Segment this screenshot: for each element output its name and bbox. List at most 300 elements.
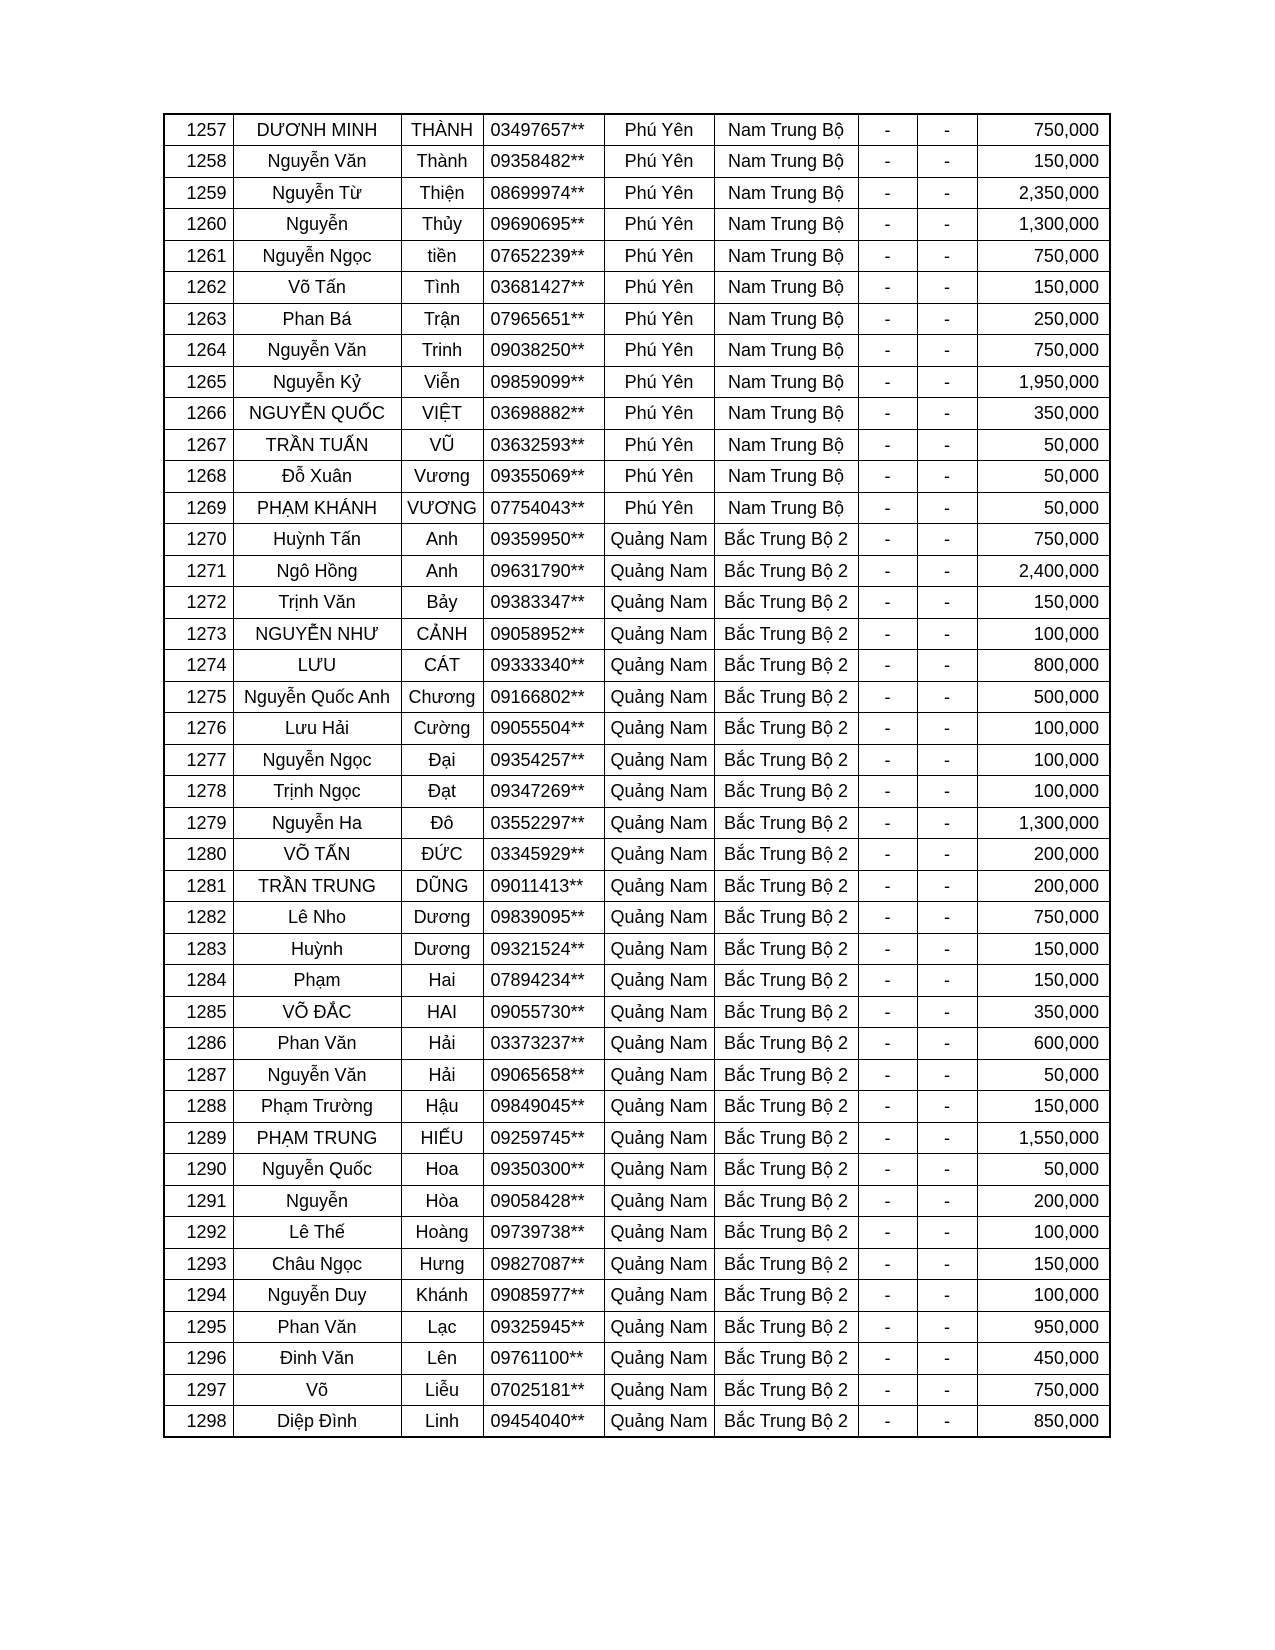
region: Bắc Trung Bộ 2 <box>714 807 858 839</box>
row-number: 1275 <box>164 681 233 713</box>
dash-cell-2: - <box>917 902 977 934</box>
region: Bắc Trung Bộ 2 <box>714 1280 858 1312</box>
dash-cell-1: - <box>858 461 917 493</box>
phone-number: 08699974** <box>483 177 604 209</box>
region: Bắc Trung Bộ 2 <box>714 1374 858 1406</box>
row-number: 1270 <box>164 524 233 556</box>
family-name: Nguyễn <box>233 209 401 241</box>
table-row <box>164 650 1110 682</box>
table-row <box>164 776 1110 808</box>
phone-number: 09321524** <box>483 933 604 965</box>
family-name: Đinh Văn <box>233 1343 401 1375</box>
dash-cell-2: - <box>917 1311 977 1343</box>
province: Quảng Nam <box>604 776 714 808</box>
dash-cell-2: - <box>917 713 977 745</box>
region: Nam Trung Bộ <box>714 366 858 398</box>
amount: 750,000 <box>977 902 1110 934</box>
dash-cell-1: - <box>858 870 917 902</box>
given-name: Liễu <box>401 1374 483 1406</box>
region: Bắc Trung Bộ 2 <box>714 996 858 1028</box>
family-name: Phan Văn <box>233 1028 401 1060</box>
table-row <box>164 492 1110 524</box>
dash-cell-2: - <box>917 1248 977 1280</box>
family-name: Nguyễn Ngọc <box>233 240 401 272</box>
region: Bắc Trung Bộ 2 <box>714 1185 858 1217</box>
family-name: Phan Bá <box>233 303 401 335</box>
row-number: 1295 <box>164 1311 233 1343</box>
row-number: 1259 <box>164 177 233 209</box>
given-name: Hải <box>401 1028 483 1060</box>
phone-number: 09359950** <box>483 524 604 556</box>
table-row <box>164 807 1110 839</box>
given-name: Viễn <box>401 366 483 398</box>
amount: 150,000 <box>977 1091 1110 1123</box>
given-name: VIỆT <box>401 398 483 430</box>
table-row <box>164 461 1110 493</box>
phone-number: 03345929** <box>483 839 604 871</box>
region: Bắc Trung Bộ 2 <box>714 776 858 808</box>
given-name: Hai <box>401 965 483 997</box>
region: Bắc Trung Bộ 2 <box>714 1311 858 1343</box>
region: Nam Trung Bộ <box>714 335 858 367</box>
amount: 1,300,000 <box>977 807 1110 839</box>
province: Quảng Nam <box>604 1059 714 1091</box>
given-name: ĐỨC <box>401 839 483 871</box>
phone-number: 09065658** <box>483 1059 604 1091</box>
province: Phú Yên <box>604 177 714 209</box>
dash-cell-1: - <box>858 1091 917 1123</box>
dash-cell-2: - <box>917 1154 977 1186</box>
row-number: 1281 <box>164 870 233 902</box>
table-row <box>164 272 1110 304</box>
row-number: 1298 <box>164 1406 233 1438</box>
family-name: Diệp Đình <box>233 1406 401 1438</box>
dash-cell-2: - <box>917 1406 977 1438</box>
region: Bắc Trung Bộ 2 <box>714 870 858 902</box>
row-number: 1291 <box>164 1185 233 1217</box>
family-name: Huỳnh <box>233 933 401 965</box>
phone-number: 09085977** <box>483 1280 604 1312</box>
dash-cell-1: - <box>858 303 917 335</box>
amount: 100,000 <box>977 618 1110 650</box>
amount: 150,000 <box>977 965 1110 997</box>
dash-cell-2: - <box>917 1091 977 1123</box>
row-number: 1278 <box>164 776 233 808</box>
province: Quảng Nam <box>604 933 714 965</box>
dash-cell-2: - <box>917 681 977 713</box>
dash-cell-1: - <box>858 681 917 713</box>
family-name: DƯƠNH MINH <box>233 114 401 146</box>
amount: 50,000 <box>977 429 1110 461</box>
given-name: Dương <box>401 902 483 934</box>
family-name: NGUYỄN NHƯ <box>233 618 401 650</box>
phone-number: 07965651** <box>483 303 604 335</box>
given-name: Thành <box>401 146 483 178</box>
phone-number: 09055504** <box>483 713 604 745</box>
table-row <box>164 996 1110 1028</box>
family-name: LƯU <box>233 650 401 682</box>
dash-cell-2: - <box>917 965 977 997</box>
family-name: Huỳnh Tấn <box>233 524 401 556</box>
dash-cell-2: - <box>917 240 977 272</box>
amount: 150,000 <box>977 933 1110 965</box>
given-name: Khánh <box>401 1280 483 1312</box>
table-row <box>164 681 1110 713</box>
dash-cell-1: - <box>858 1154 917 1186</box>
dash-cell-2: - <box>917 1059 977 1091</box>
phone-number: 09358482** <box>483 146 604 178</box>
given-name: Thủy <box>401 209 483 241</box>
province: Quảng Nam <box>604 807 714 839</box>
table-row <box>164 1217 1110 1249</box>
family-name: Nguyễn Duy <box>233 1280 401 1312</box>
province: Quảng Nam <box>604 1311 714 1343</box>
given-name: Chương <box>401 681 483 713</box>
dash-cell-1: - <box>858 965 917 997</box>
dash-cell-2: - <box>917 555 977 587</box>
amount: 450,000 <box>977 1343 1110 1375</box>
region: Bắc Trung Bộ 2 <box>714 524 858 556</box>
table-row <box>164 366 1110 398</box>
province: Quảng Nam <box>604 524 714 556</box>
table-row <box>164 587 1110 619</box>
province: Phú Yên <box>604 366 714 398</box>
dash-cell-2: - <box>917 177 977 209</box>
given-name: DŨNG <box>401 870 483 902</box>
province: Quảng Nam <box>604 681 714 713</box>
row-number: 1294 <box>164 1280 233 1312</box>
province: Quảng Nam <box>604 1248 714 1280</box>
family-name: Nguyễn Ha <box>233 807 401 839</box>
dash-cell-2: - <box>917 650 977 682</box>
dash-cell-1: - <box>858 524 917 556</box>
amount: 50,000 <box>977 1059 1110 1091</box>
phone-number: 09859099** <box>483 366 604 398</box>
given-name: Đại <box>401 744 483 776</box>
dash-cell-2: - <box>917 776 977 808</box>
given-name: Anh <box>401 555 483 587</box>
amount: 150,000 <box>977 1248 1110 1280</box>
family-name: Nguyễn Ngọc <box>233 744 401 776</box>
family-name: Nguyễn <box>233 1185 401 1217</box>
province: Quảng Nam <box>604 1091 714 1123</box>
dash-cell-1: - <box>858 1343 917 1375</box>
family-name: Nguyễn Quốc Anh <box>233 681 401 713</box>
phone-number: 09849045** <box>483 1091 604 1123</box>
table-row <box>164 1091 1110 1123</box>
row-number: 1268 <box>164 461 233 493</box>
amount: 200,000 <box>977 870 1110 902</box>
province: Quảng Nam <box>604 713 714 745</box>
phone-number: 09325945** <box>483 1311 604 1343</box>
table-row <box>164 839 1110 871</box>
amount: 950,000 <box>977 1311 1110 1343</box>
row-number: 1283 <box>164 933 233 965</box>
row-number: 1288 <box>164 1091 233 1123</box>
amount: 750,000 <box>977 1374 1110 1406</box>
row-number: 1261 <box>164 240 233 272</box>
row-number: 1266 <box>164 398 233 430</box>
given-name: Hưng <box>401 1248 483 1280</box>
given-name: Lên <box>401 1343 483 1375</box>
family-name: Phạm Trường <box>233 1091 401 1123</box>
table-row <box>164 744 1110 776</box>
phone-number: 09038250** <box>483 335 604 367</box>
table-row <box>164 1248 1110 1280</box>
dash-cell-1: - <box>858 1185 917 1217</box>
region: Bắc Trung Bộ 2 <box>714 1406 858 1438</box>
province: Phú Yên <box>604 240 714 272</box>
row-number: 1293 <box>164 1248 233 1280</box>
dash-cell-1: - <box>858 335 917 367</box>
dash-cell-1: - <box>858 272 917 304</box>
row-number: 1258 <box>164 146 233 178</box>
family-name: Nguyễn Văn <box>233 146 401 178</box>
region: Nam Trung Bộ <box>714 429 858 461</box>
dash-cell-1: - <box>858 1217 917 1249</box>
dash-cell-2: - <box>917 1028 977 1060</box>
region: Bắc Trung Bộ 2 <box>714 650 858 682</box>
family-name: VÕ TẤN <box>233 839 401 871</box>
dash-cell-2: - <box>917 492 977 524</box>
phone-number: 09333340** <box>483 650 604 682</box>
table-row <box>164 1311 1110 1343</box>
row-number: 1285 <box>164 996 233 1028</box>
dash-cell-1: - <box>858 996 917 1028</box>
dash-cell-2: - <box>917 870 977 902</box>
amount: 50,000 <box>977 1154 1110 1186</box>
row-number: 1282 <box>164 902 233 934</box>
amount: 150,000 <box>977 587 1110 619</box>
family-name: VÕ ĐẮC <box>233 996 401 1028</box>
province: Phú Yên <box>604 429 714 461</box>
table-row <box>164 555 1110 587</box>
dash-cell-1: - <box>858 744 917 776</box>
dash-cell-1: - <box>858 240 917 272</box>
given-name: Hoàng <box>401 1217 483 1249</box>
dash-cell-2: - <box>917 1280 977 1312</box>
region: Bắc Trung Bộ 2 <box>714 713 858 745</box>
province: Quảng Nam <box>604 618 714 650</box>
row-number: 1260 <box>164 209 233 241</box>
province: Phú Yên <box>604 114 714 146</box>
region: Nam Trung Bộ <box>714 177 858 209</box>
family-name: Võ Tấn <box>233 272 401 304</box>
dash-cell-2: - <box>917 839 977 871</box>
phone-number: 09761100** <box>483 1343 604 1375</box>
table-row <box>164 524 1110 556</box>
phone-number: 03497657** <box>483 114 604 146</box>
dash-cell-1: - <box>858 398 917 430</box>
region: Bắc Trung Bộ 2 <box>714 902 858 934</box>
dash-cell-2: - <box>917 146 977 178</box>
given-name: HAI <box>401 996 483 1028</box>
row-number: 1279 <box>164 807 233 839</box>
province: Quảng Nam <box>604 965 714 997</box>
dash-cell-1: - <box>858 1059 917 1091</box>
province: Quảng Nam <box>604 744 714 776</box>
family-name: Đỗ Xuân <box>233 461 401 493</box>
given-name: Đô <box>401 807 483 839</box>
dash-cell-2: - <box>917 618 977 650</box>
family-name: TRẦN TUẤN <box>233 429 401 461</box>
dash-cell-2: - <box>917 366 977 398</box>
phone-number: 09383347** <box>483 587 604 619</box>
dash-cell-2: - <box>917 209 977 241</box>
table-body <box>164 114 1110 1437</box>
given-name: Cường <box>401 713 483 745</box>
given-name: Bảy <box>401 587 483 619</box>
dash-cell-1: - <box>858 1122 917 1154</box>
dash-cell-2: - <box>917 524 977 556</box>
table-row <box>164 240 1110 272</box>
dash-cell-2: - <box>917 1374 977 1406</box>
given-name: Trận <box>401 303 483 335</box>
phone-number: 09355069** <box>483 461 604 493</box>
amount: 500,000 <box>977 681 1110 713</box>
phone-number: 07025181** <box>483 1374 604 1406</box>
table-row <box>164 1122 1110 1154</box>
amount: 1,550,000 <box>977 1122 1110 1154</box>
dash-cell-1: - <box>858 587 917 619</box>
amount: 2,350,000 <box>977 177 1110 209</box>
province: Quảng Nam <box>604 1280 714 1312</box>
amount: 100,000 <box>977 776 1110 808</box>
dash-cell-1: - <box>858 114 917 146</box>
dash-cell-1: - <box>858 933 917 965</box>
province: Phú Yên <box>604 335 714 367</box>
table-row <box>164 1406 1110 1438</box>
dash-cell-1: - <box>858 555 917 587</box>
row-number: 1277 <box>164 744 233 776</box>
amount: 100,000 <box>977 744 1110 776</box>
region: Bắc Trung Bộ 2 <box>714 587 858 619</box>
dash-cell-1: - <box>858 1311 917 1343</box>
amount: 200,000 <box>977 839 1110 871</box>
dash-cell-1: - <box>858 650 917 682</box>
family-name: Trịnh Ngọc <box>233 776 401 808</box>
province: Phú Yên <box>604 209 714 241</box>
region: Bắc Trung Bộ 2 <box>714 1217 858 1249</box>
amount: 350,000 <box>977 398 1110 430</box>
given-name: Trinh <box>401 335 483 367</box>
province: Quảng Nam <box>604 870 714 902</box>
phone-number: 09454040** <box>483 1406 604 1438</box>
row-number: 1265 <box>164 366 233 398</box>
table-row <box>164 114 1110 146</box>
row-number: 1269 <box>164 492 233 524</box>
row-number: 1280 <box>164 839 233 871</box>
table-row <box>164 429 1110 461</box>
dash-cell-1: - <box>858 1280 917 1312</box>
dash-cell-2: - <box>917 1185 977 1217</box>
row-number: 1296 <box>164 1343 233 1375</box>
province: Quảng Nam <box>604 1154 714 1186</box>
given-name: Anh <box>401 524 483 556</box>
given-name: Đạt <box>401 776 483 808</box>
family-name: Trịnh Văn <box>233 587 401 619</box>
dash-cell-2: - <box>917 1122 977 1154</box>
table-row <box>164 1028 1110 1060</box>
row-number: 1297 <box>164 1374 233 1406</box>
phone-number: 07652239** <box>483 240 604 272</box>
given-name: Hậu <box>401 1091 483 1123</box>
given-name: Linh <box>401 1406 483 1438</box>
row-number: 1272 <box>164 587 233 619</box>
row-number: 1263 <box>164 303 233 335</box>
region: Nam Trung Bộ <box>714 398 858 430</box>
region: Nam Trung Bộ <box>714 303 858 335</box>
family-name: Nguyễn Từ <box>233 177 401 209</box>
phone-number: 09839095** <box>483 902 604 934</box>
dash-cell-2: - <box>917 335 977 367</box>
dash-cell-1: - <box>858 146 917 178</box>
dash-cell-1: - <box>858 618 917 650</box>
table-row <box>164 933 1110 965</box>
region: Bắc Trung Bộ 2 <box>714 1028 858 1060</box>
table-row <box>164 965 1110 997</box>
given-name: CẢNH <box>401 618 483 650</box>
phone-number: 07754043** <box>483 492 604 524</box>
family-name: Phan Văn <box>233 1311 401 1343</box>
dash-cell-2: - <box>917 1343 977 1375</box>
province: Quảng Nam <box>604 1122 714 1154</box>
row-number: 1284 <box>164 965 233 997</box>
table-row <box>164 713 1110 745</box>
province: Quảng Nam <box>604 587 714 619</box>
phone-number: 09631790** <box>483 555 604 587</box>
region: Bắc Trung Bộ 2 <box>714 1091 858 1123</box>
donation-table <box>163 113 1111 1438</box>
phone-number: 03698882** <box>483 398 604 430</box>
family-name: Lê Thế <box>233 1217 401 1249</box>
table-row <box>164 870 1110 902</box>
region: Nam Trung Bộ <box>714 209 858 241</box>
phone-number: 09350300** <box>483 1154 604 1186</box>
given-name: Lạc <box>401 1311 483 1343</box>
row-number: 1274 <box>164 650 233 682</box>
province: Phú Yên <box>604 272 714 304</box>
family-name: Nguyễn Quốc <box>233 1154 401 1186</box>
dash-cell-1: - <box>858 713 917 745</box>
region: Nam Trung Bộ <box>714 240 858 272</box>
province: Quảng Nam <box>604 1028 714 1060</box>
province: Quảng Nam <box>604 650 714 682</box>
phone-number: 09354257** <box>483 744 604 776</box>
amount: 100,000 <box>977 713 1110 745</box>
region: Nam Trung Bộ <box>714 492 858 524</box>
family-name: Nguyễn Kỷ <box>233 366 401 398</box>
given-name: tiền <box>401 240 483 272</box>
dash-cell-2: - <box>917 429 977 461</box>
given-name: Hòa <box>401 1185 483 1217</box>
amount: 250,000 <box>977 303 1110 335</box>
table-row <box>164 1185 1110 1217</box>
row-number: 1267 <box>164 429 233 461</box>
given-name: HIẾU <box>401 1122 483 1154</box>
amount: 50,000 <box>977 461 1110 493</box>
amount: 750,000 <box>977 335 1110 367</box>
dash-cell-2: - <box>917 114 977 146</box>
given-name: Vương <box>401 461 483 493</box>
phone-number: 09166802** <box>483 681 604 713</box>
dash-cell-2: - <box>917 1217 977 1249</box>
dash-cell-2: - <box>917 933 977 965</box>
region: Nam Trung Bộ <box>714 146 858 178</box>
amount: 150,000 <box>977 272 1110 304</box>
dash-cell-1: - <box>858 1374 917 1406</box>
province: Phú Yên <box>604 398 714 430</box>
